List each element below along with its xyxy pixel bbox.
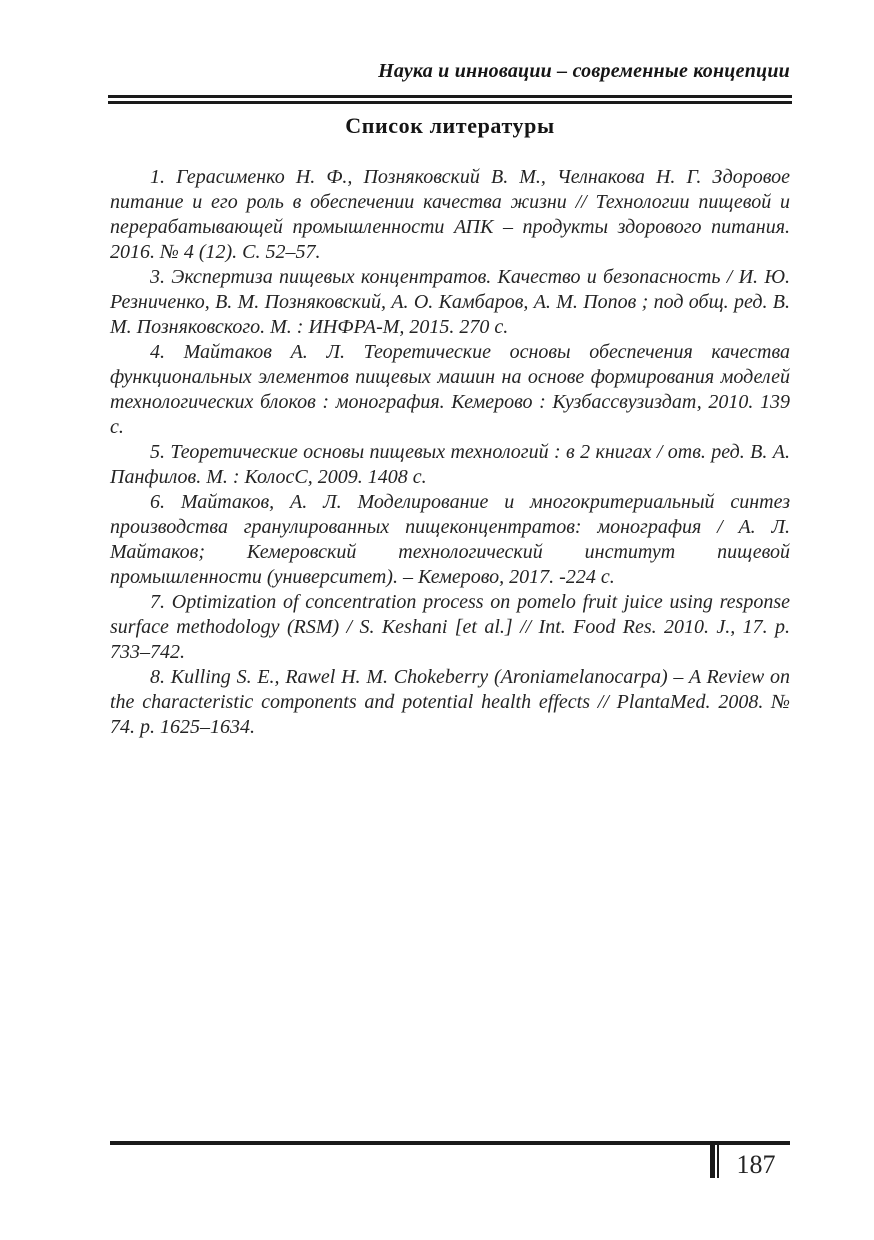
reference-item: 7. Optimization of concentration process on pomelo fruit juice using response surface methodology (RSM) / S. Keshani [et al.] // Int. Food Res. 2010. J., 17. p. 733–742. bbox=[110, 591, 790, 663]
running-header bbox=[110, 60, 790, 83]
footer-rule bbox=[110, 1141, 790, 1145]
reference-item: 8. Kulling S. E., Rawel H. M. Chokeberry (Aroniamelanocarpa) – A Review on the characteristic components and potential health effects // PlantaMed. 2008. № 74. p. 1625–1634. bbox=[110, 666, 790, 738]
footer-bar-thick bbox=[710, 1141, 715, 1178]
section-title: Список литературы bbox=[345, 113, 555, 138]
reference-item: 4. Майтаков А. Л. Теоретические основы обеспечения качества функциональных элементов пищевых машин на основе формирования моделей технологических блоков : монография. Кемерово : Кузбассвузиздат, 2010. 139 с. bbox=[110, 341, 790, 438]
header-double-rule bbox=[108, 95, 792, 104]
reference-item: 1. Герасименко Н. Ф., Позняковский В. М., Челнакова Н. Г. Здоровое питание и его роль в обеспечении качества жизни // Технологии пищевой и перерабатывающей промышленности АПК – продукты здорового питания. 2016. № 4 (12). С. 52–57. bbox=[110, 166, 790, 263]
reference-item: 6. Майтаков, А. Л. Моделирование и многокритериальный синтез производства гранулированных пищеконцентратов: монография / А. Л. Майтаков; Кемеровский технологический институт пищевой промышленности (университет). – Кемерово, 2017. -224 с. bbox=[110, 491, 790, 588]
footer-divider-bars bbox=[710, 1141, 719, 1178]
page-footer bbox=[110, 1141, 790, 1201]
page-number: 187 bbox=[736, 1150, 776, 1179]
footer-bar-thin bbox=[717, 1141, 719, 1178]
journal-title: Наука и инновации – современные концепции bbox=[378, 60, 790, 82]
reference-item: 3. Экспертиза пищевых концентратов. Качество и безопасность / И. Ю. Резниченко, В. М. Позняковский, А. О. Камбаров, А. М. Попов ; под общ. ред. В. М. Позняковского. М. : ИНФРА-М, 2015. 270 с. bbox=[110, 266, 790, 338]
reference-item: 5. Теоретические основы пищевых технологий : в 2 книгах / отв. ред. В. А. Панфилов. М. : КолосС, 2009. 1408 с. bbox=[110, 441, 790, 488]
references-list bbox=[110, 165, 790, 740]
